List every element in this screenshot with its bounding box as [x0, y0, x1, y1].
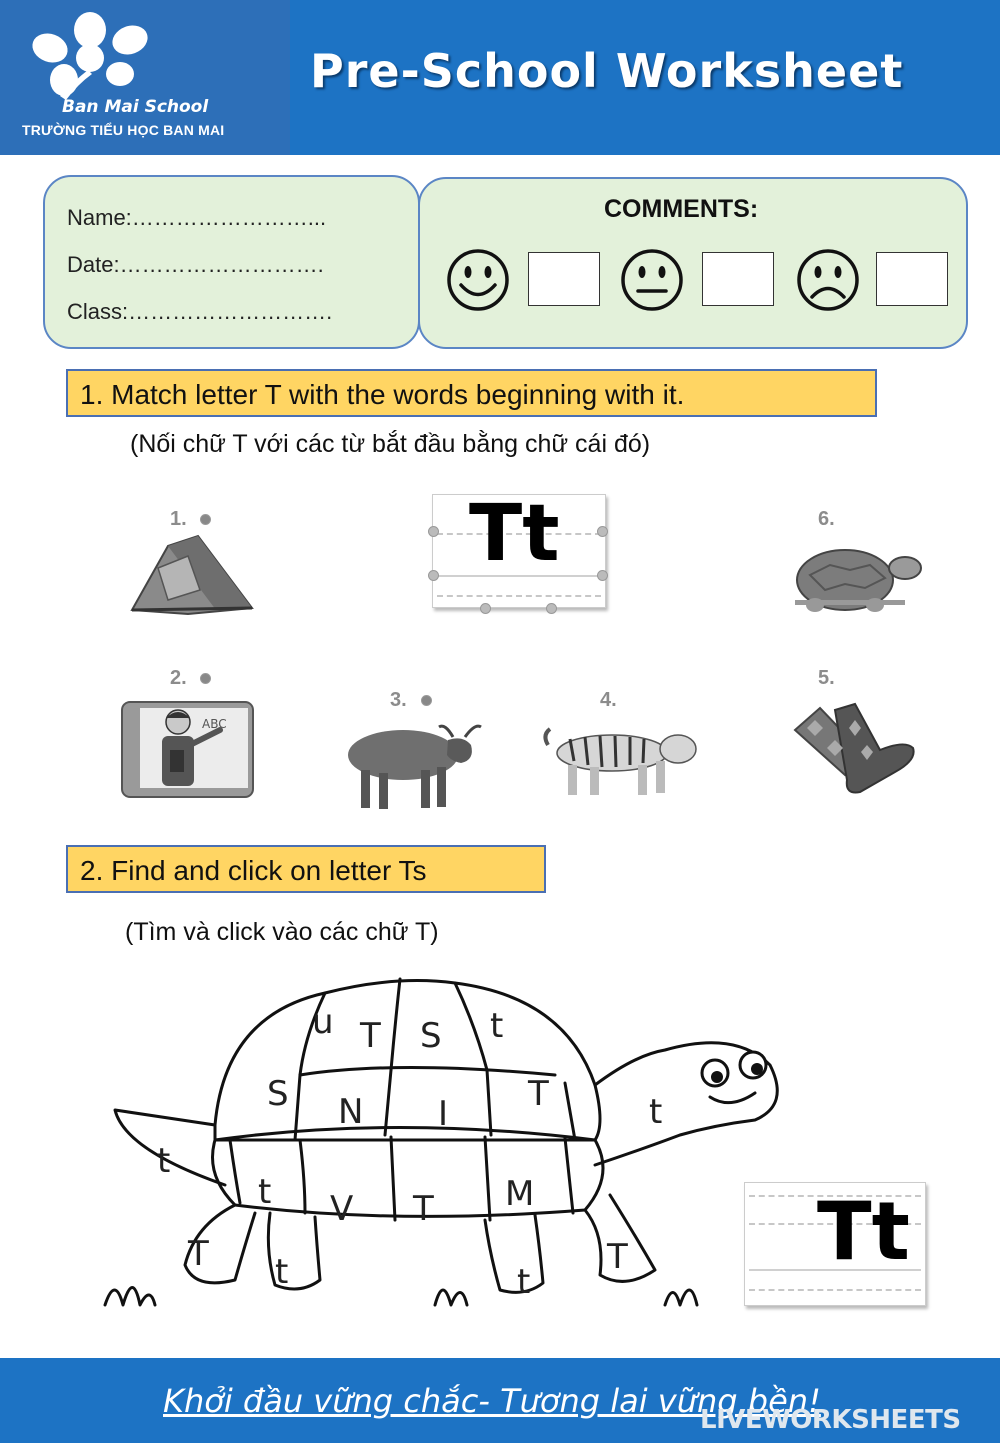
school-subtitle: TRƯỜNG TIỂU HỌC BAN MAI [22, 122, 225, 138]
picture-number-6: 6. [818, 508, 835, 530]
shell-letter-S[interactable]: S [267, 1074, 289, 1114]
name-line: Name:……………………... [67, 205, 327, 230]
shell-letter-T[interactable]: T [360, 1016, 381, 1056]
letter-t-card-2 [744, 1182, 926, 1306]
match-dot-bottom-right[interactable] [546, 603, 557, 614]
neutral-face-icon [620, 248, 684, 312]
match-dot-1[interactable] [200, 514, 211, 525]
svg-text:ABC: ABC [202, 717, 227, 731]
shell-letter-I[interactable]: I [438, 1094, 449, 1134]
shell-letter-t[interactable]: t [258, 1172, 272, 1212]
ox-icon[interactable] [343, 715, 483, 815]
shell-letter-t[interactable]: t [490, 1006, 504, 1046]
page-title: Pre-School Worksheet [310, 44, 904, 98]
picture-number-4: 4. [600, 689, 617, 711]
shell-letter-T[interactable]: T [413, 1189, 434, 1229]
match-dot-3[interactable] [421, 695, 432, 706]
leg-letter-T[interactable]: T [607, 1237, 628, 1277]
turtle-icon[interactable] [790, 540, 925, 615]
match-dot-bottom-left[interactable] [480, 603, 491, 614]
flower-logo-icon [20, 10, 190, 110]
shell-letter-M[interactable]: M [505, 1174, 535, 1214]
match-dot-2[interactable] [200, 673, 211, 684]
section2-title: 2. Find and click on letter Ts [66, 845, 546, 893]
tiger-icon[interactable] [540, 715, 710, 800]
letter-t-card[interactable] [432, 489, 606, 608]
comments-label: COMMENTS: [604, 195, 759, 223]
happy-comment-box[interactable] [528, 252, 600, 306]
smiley-face-icon [446, 248, 510, 312]
footer-slogan: Khởi đầu vững chắc- Tương lai vững bền! [163, 1382, 821, 1420]
shell-letter-T[interactable]: T [528, 1074, 549, 1114]
liveworksheets-watermark: LIVEWORKSHEETS [700, 1405, 961, 1435]
match-dot-left-bottom[interactable] [428, 570, 439, 581]
teacher-icon[interactable] [120, 700, 255, 800]
sad-face-icon [796, 248, 860, 312]
picture-number-1: 1. [170, 508, 187, 530]
class-line: Class:………………………. [67, 299, 333, 324]
match-dot-left-top[interactable] [428, 526, 439, 537]
leg-letter-T[interactable]: T [188, 1234, 209, 1274]
letter-t-card-text: Tt [469, 489, 560, 579]
turtle-letters-picture [95, 975, 795, 1320]
tail-letter-t[interactable]: t [157, 1141, 171, 1181]
shell-letter-V[interactable]: V [330, 1189, 354, 1229]
neck-letter-t[interactable]: t [649, 1092, 663, 1132]
picture-number-5: 5. [818, 667, 835, 689]
picture-number-2: 2. [170, 667, 187, 689]
leg-letter-t[interactable]: t [275, 1252, 289, 1292]
date-line: Date:………………………. [67, 252, 324, 277]
sad-comment-box[interactable] [876, 252, 948, 306]
section1-subtitle: (Nối chữ T với các từ bắt đầu bằng chữ cái đó) [130, 430, 651, 458]
letter-t-card-2-text: Tt [817, 1185, 910, 1278]
picture-number-3: 3. [390, 689, 407, 711]
match-dot-right-top[interactable] [597, 526, 608, 537]
section1-title: 1. Match letter T with the words beginning with it. [66, 369, 877, 417]
shell-letter-N[interactable]: N [338, 1092, 364, 1132]
tent-icon[interactable] [128, 528, 258, 618]
leg-letter-t[interactable]: t [517, 1262, 531, 1302]
shell-letter-u[interactable]: u [312, 1002, 334, 1042]
section2-subtitle: (Tìm và click vào các chữ T) [125, 918, 439, 946]
student-info-box [43, 175, 420, 349]
socks-icon[interactable] [785, 700, 920, 800]
school-name: Ban Mai School [62, 97, 209, 117]
neutral-comment-box[interactable] [702, 252, 774, 306]
shell-letter-S[interactable]: S [420, 1016, 442, 1056]
match-dot-right-bottom[interactable] [597, 570, 608, 581]
